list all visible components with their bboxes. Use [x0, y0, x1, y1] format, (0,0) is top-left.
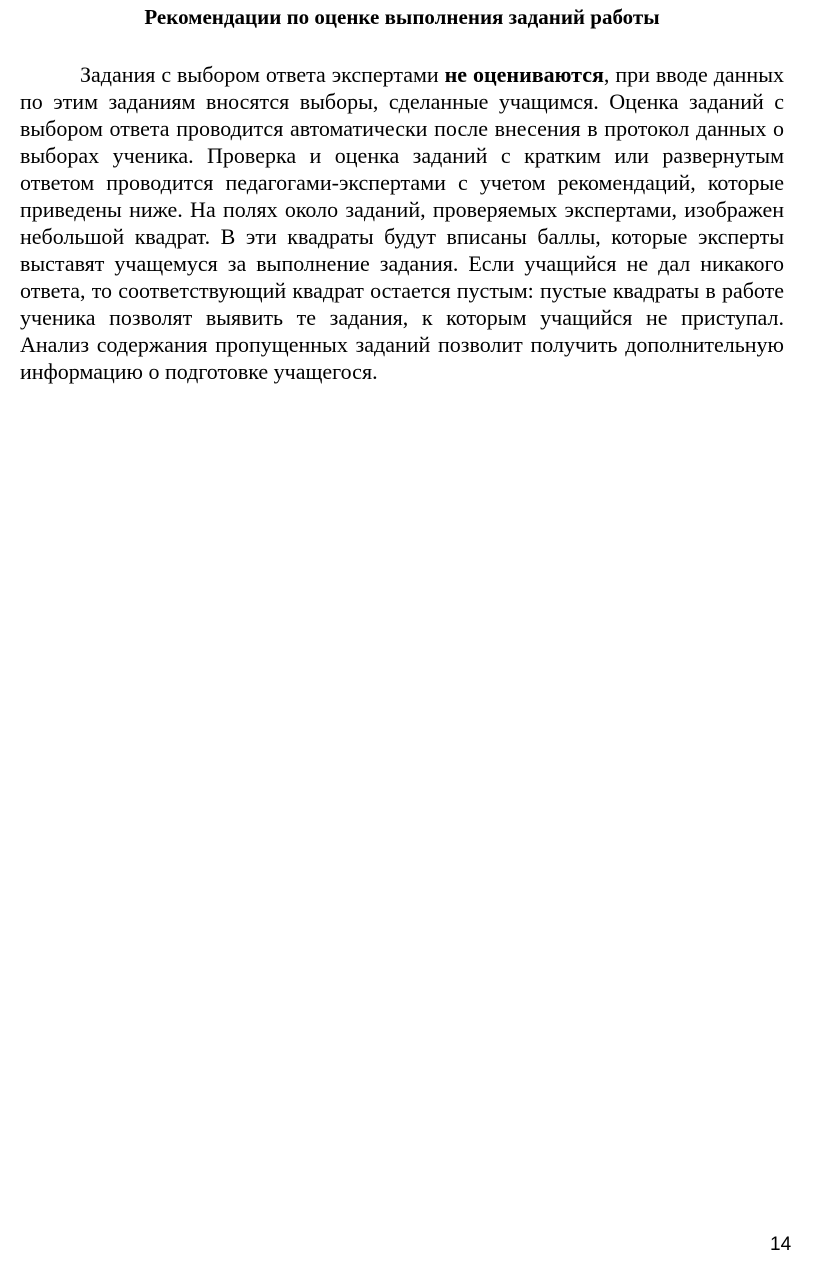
paragraph-bold-emphasis: не оцениваются — [444, 62, 604, 87]
document-title: Рекомендации по оценке выполнения заданий работы — [144, 5, 660, 29]
page-number: 14 — [770, 1234, 792, 1255]
paragraph-text-start: Задания с выбором ответа экспертами — [80, 62, 445, 87]
body-paragraph — [20, 61, 784, 385]
paragraph-text-rest: , при вводе данных по этим заданиям вносятся выборы, сделанные учащимся. Оценка заданий с выбором ответа проводится автоматически после внесения в протокол данных о выборах ученика. Проверка и оценка заданий с кратким или развернутым ответом проводится педагогами-экспертами с учетом рекомендаций, которые приведены ниже. На полях около заданий, проверяемых экспертами, изображен небольшой квадрат. В эти квадраты будут вписаны баллы, которые эксперты выставят учащемуся за выполнение задания. Если учащийся не дал никакого ответа, то соответствующий квадрат остается пустым: пустые квадраты в работе ученика позволят выявить те задания, к которым учащийся не приступал. Анализ содержания пропущенных заданий позволит получить дополнительную информацию о подготовке учащегося. — [20, 62, 784, 384]
document-page — [20, 0, 784, 385]
